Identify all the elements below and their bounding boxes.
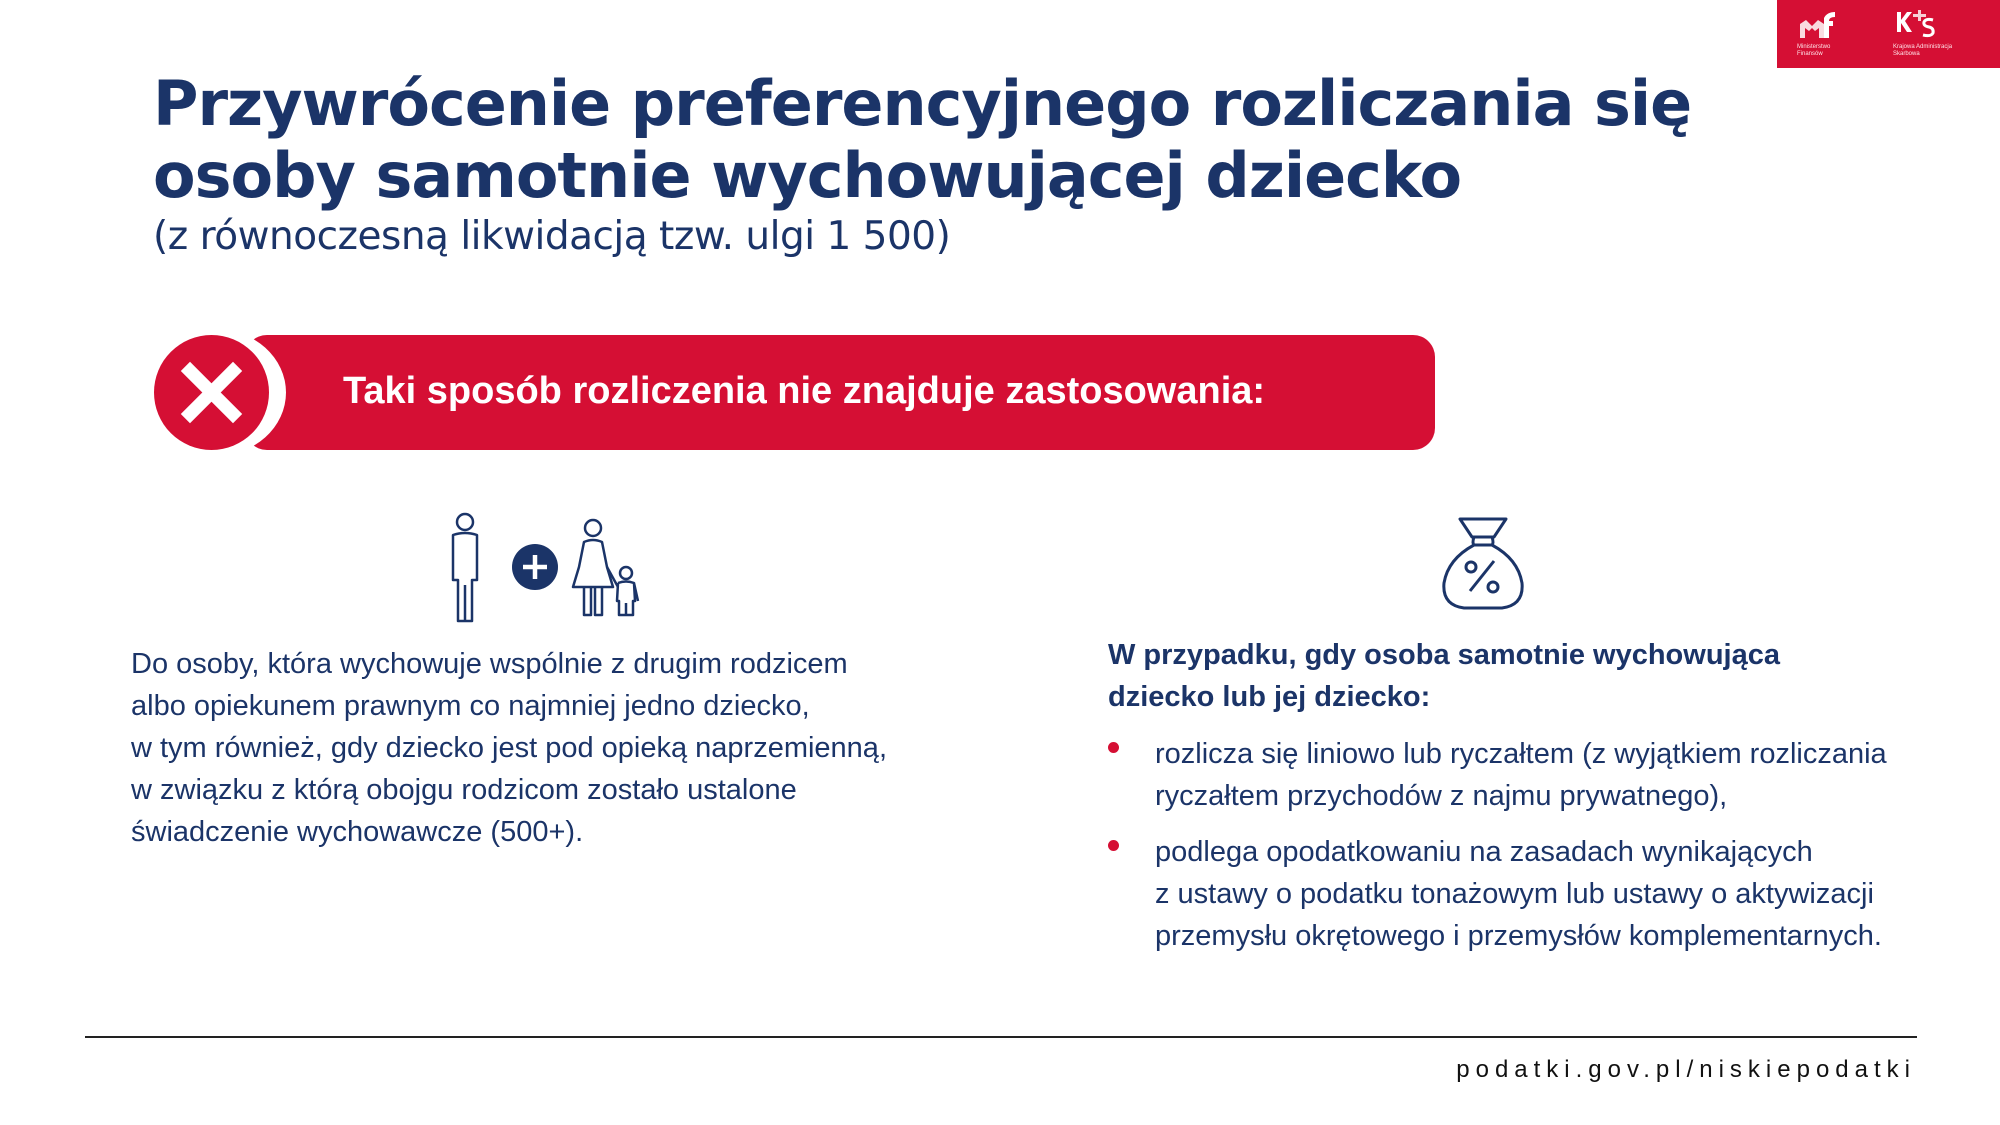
close-icon bbox=[154, 335, 269, 450]
mf-logo-icon bbox=[1797, 6, 1841, 44]
left-text-line: w tym również, gdy dziecko jest pod opieką naprzemienną, bbox=[131, 732, 887, 764]
kas-logo-icon bbox=[1893, 6, 1937, 44]
money-bag-percent-icon bbox=[1438, 515, 1528, 620]
bullet-item bbox=[1108, 831, 1958, 957]
right-heading-line: dziecko lub jej dziecko: bbox=[1108, 681, 1431, 713]
footer-url: podatki.gov.pl/niskiepodatki bbox=[1456, 1056, 1916, 1083]
bullet-dot bbox=[1108, 742, 1119, 753]
left-text-line: w związku z którą obojgu rodzicom zostało ustalone bbox=[131, 774, 797, 806]
left-description bbox=[131, 643, 991, 853]
kas-caption: Krajowa Administracja Skarbowa bbox=[1893, 44, 1953, 57]
page-title: Przywrócenie preferencyjnego rozliczania się osoby samotnie wychowującej dziecko bbox=[153, 67, 1692, 212]
page-subtitle: (z równoczesną likwidacją tzw. ulgi 1 500) bbox=[153, 214, 951, 259]
bullet-line: podlega opodatkowaniu na zasadach wynikających bbox=[1155, 836, 1813, 868]
parents-child-icon bbox=[433, 505, 643, 630]
left-text-line: albo opiekunem prawnym co najmniej jedno dziecko, bbox=[131, 690, 810, 722]
bullet-line: rozlicza się liniowo lub ryczałtem (z wyjątkiem rozliczania bbox=[1155, 738, 1887, 770]
ministry-caption: Ministerstwo Finansów bbox=[1797, 44, 1831, 57]
bullet-dot bbox=[1108, 840, 1119, 851]
ministry-of-finance-logo bbox=[1797, 6, 1887, 58]
bullet-line: z ustawy o podatku tonażowym lub ustawy o aktywizacji bbox=[1155, 878, 1874, 910]
right-heading bbox=[1108, 634, 1868, 718]
bullet-item bbox=[1108, 733, 1958, 817]
left-text-line: Do osoby, która wychowuje wspólnie z drugim rodzicem bbox=[131, 648, 848, 680]
bullet-line: ryczałtem przychodów z najmu prywatnego), bbox=[1155, 780, 1728, 812]
banner-text: Taki sposób rozliczenia nie znajduje zastosowania: bbox=[343, 370, 1266, 412]
bullet-line: przemysłu okrętowego i przemysłów komplementarnych. bbox=[1155, 920, 1882, 952]
right-heading-line: W przypadku, gdy osoba samotnie wychowująca bbox=[1108, 639, 1780, 671]
logo-bar bbox=[1777, 0, 2000, 68]
kas-logo bbox=[1893, 6, 1993, 58]
left-text-line: świadczenie wychowawcze (500+). bbox=[131, 816, 584, 848]
footer-divider bbox=[85, 1036, 1917, 1038]
banner-icon-circle bbox=[154, 335, 269, 450]
